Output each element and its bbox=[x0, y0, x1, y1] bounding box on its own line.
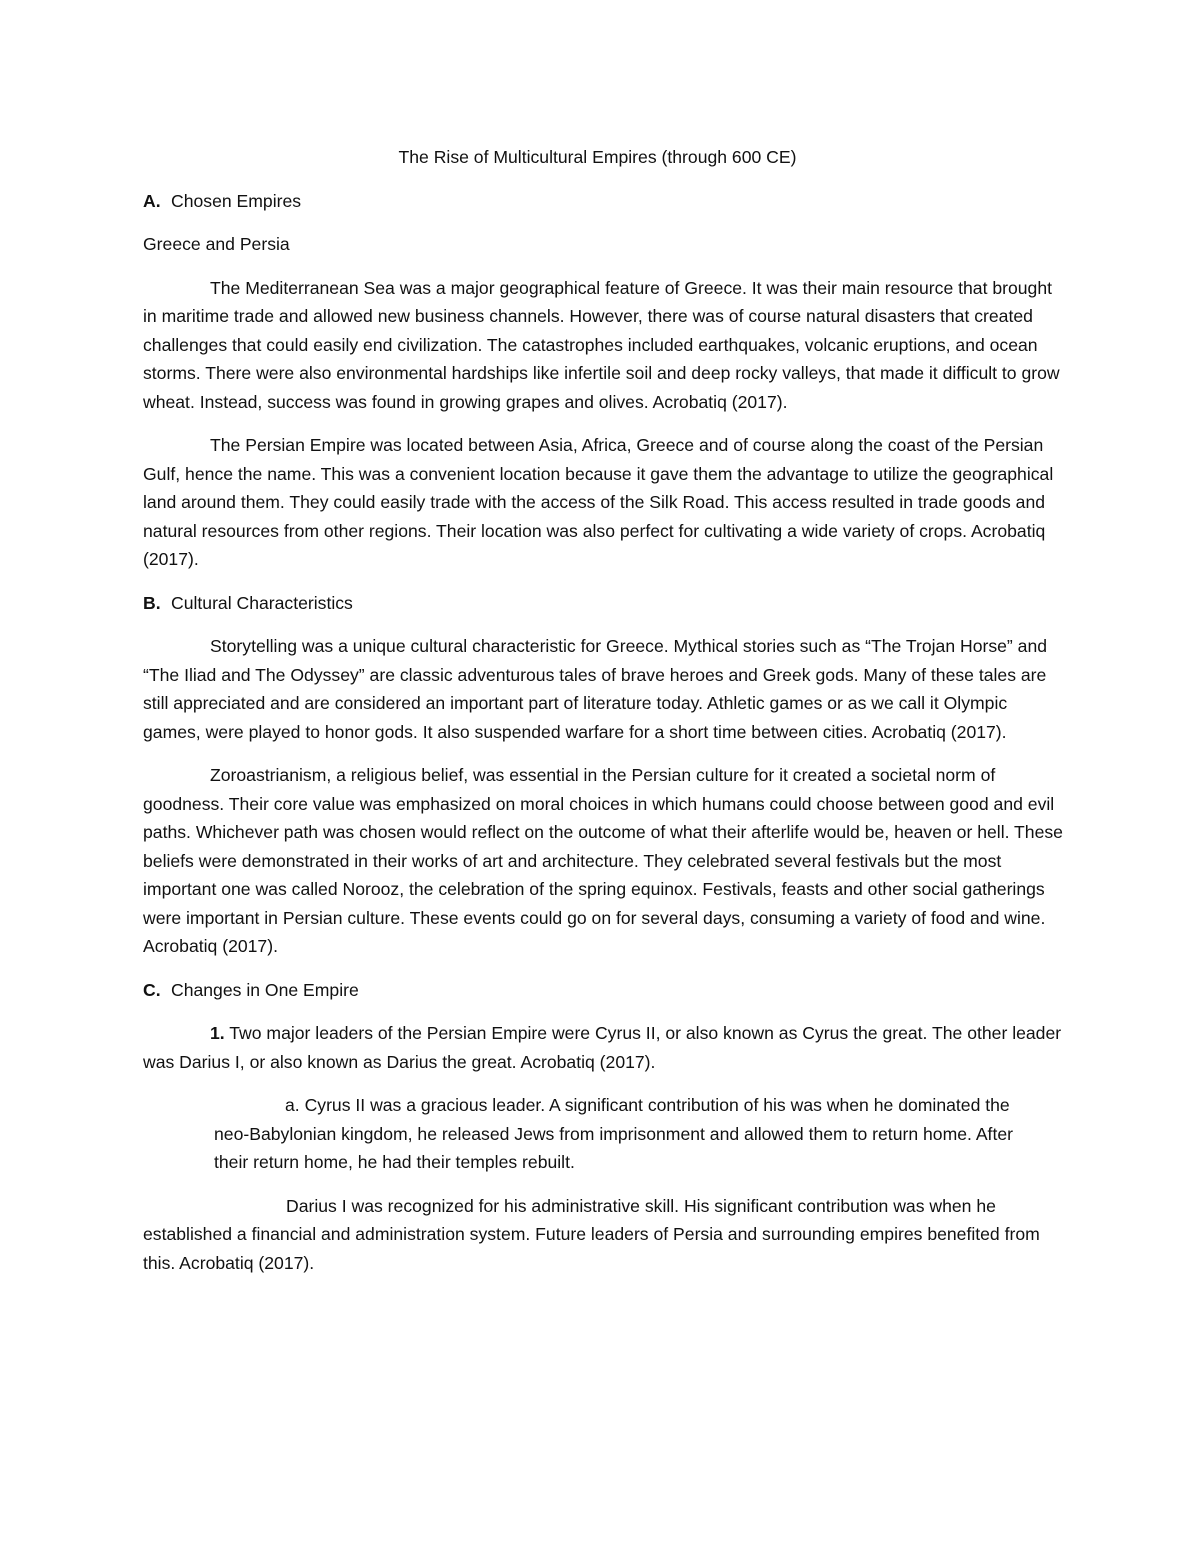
paragraph-persia-geography: The Persian Empire was located between Asia, Africa, Greece and of course along the coast of the Persian Gulf, hence the name. This was a convenient location because it gave them the advantage to utilize the geographical land around them. They could easily trade with the access of the Silk Road. This access resulted in trade goods and natural resources from other regions. Their location was also perfect for cultivating a wide variety of crops. Acrobatiq (2017). bbox=[143, 435, 1054, 569]
section-b-letter: B. bbox=[143, 592, 161, 613]
section-a-title: Chosen Empires bbox=[171, 190, 302, 211]
paragraph-greece-culture: Storytelling was a unique cultural characteristic for Greece. Mythical stories such as “The Trojan Horse” and “The Iliad and The Odyssey” are classic adventurous tales of brave heroes and Greek gods. Many of these tales are still appreciated and are considered an important part of literature today. Athletic games or as we call it Olympic games, were played to honor gods. It also suspended warfare for a short time between cities. Acrobatiq (2017). bbox=[143, 636, 1048, 742]
section-a-subheading: Greece and Persia bbox=[143, 234, 290, 254]
section-a-letter: A. bbox=[143, 190, 161, 211]
paragraph-greece-geography: The Mediterranean Sea was a major geographical feature of Greece. It was their main resource that brought in maritime trade and allowed new business channels. However, there was of course natural disasters that created challenges that could easily end civilization. The catastrophes included earthquakes, volcanic eruptions, and ocean storms. There were also environmental hardships like infertile soil and deep rocky valleys, that made it difficult to grow wheat. Instead, success was found in growing grapes and olives. Acrobatiq (2017). bbox=[143, 277, 1060, 412]
list-item-a-text: Cyrus II was a gracious leader. A significant contribution of his was when he dominated the neo-Babylonian kingdom, he released Jews from imprisonment and allowed them to return home. After their return home, he had their temples rebuilt. bbox=[214, 1095, 1013, 1172]
list-item-1-number: 1. bbox=[210, 1023, 225, 1043]
section-b-title: Cultural Characteristics bbox=[171, 592, 353, 613]
list-item-1 bbox=[143, 1019, 1063, 1076]
list-item-a-letter: a. bbox=[285, 1095, 300, 1115]
document-body bbox=[143, 143, 1063, 1292]
section-b-heading bbox=[143, 589, 1063, 618]
paragraph-darius: Darius I was recognized for his administrative skill. His significant contribution was when he established a financial and administration system. Future leaders of Persia and surrounding empires benefited from this. Acrobatiq (2017). bbox=[143, 1195, 1040, 1273]
section-a-heading bbox=[143, 187, 1063, 216]
list-item-1-text: Two major leaders of the Persian Empire were Cyrus II, or also known as Cyrus the great. The other leader was Darius I, or also known as Darius the great. Acrobatiq (2017). bbox=[143, 1023, 1062, 1072]
section-c-heading bbox=[143, 976, 1063, 1005]
section-c-title: Changes in One Empire bbox=[171, 979, 359, 1000]
section-c-letter: C. bbox=[143, 979, 161, 1000]
document-title: The Rise of Multicultural Empires (through 600 CE) bbox=[398, 147, 797, 167]
list-item-a bbox=[214, 1091, 1014, 1177]
paragraph-persia-culture: Zoroastrianism, a religious belief, was essential in the Persian culture for it created a societal norm of goodness. Their core value was emphasized on moral choices in which humans could choose between good and evil paths. Whichever path was chosen would reflect on the outcome of what their afterlife would be, heaven or hell. These beliefs were demonstrated in their works of art and architecture. They celebrated several festivals but the most important one was called Norooz, the celebration of the spring equinox. Festivals, feasts and other social gatherings were important in Persian culture. These events could go on for several days, consuming a variety of food and wine. Acrobatiq (2017). bbox=[143, 765, 1063, 956]
